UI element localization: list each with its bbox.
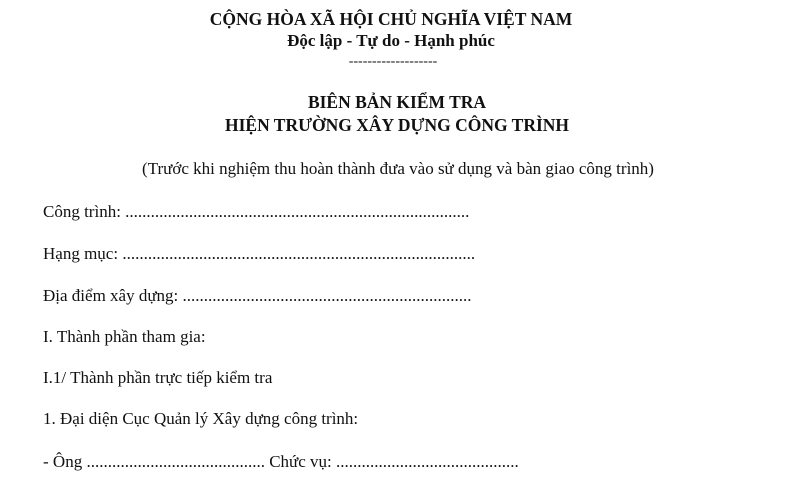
document-title: BIÊN BẢN KIỂM TRA	[307, 92, 487, 112]
document-title-secondary: HIỆN TRƯỜNG XÂY DỰNG CÔNG TRÌNH	[224, 115, 570, 135]
item-representative: 1. Đại diện Cục Quản lý Xây dựng công trình:	[43, 409, 359, 428]
section-participants: I. Thành phần tham gia:	[43, 327, 206, 346]
section-direct-inspection: I.1/ Thành phần trực tiếp kiểm tra	[43, 368, 273, 387]
header-divider: -------------------	[348, 54, 438, 69]
field-hang-muc: Hạng mục: ...................................................................................	[43, 244, 476, 263]
national-motto: Độc lập - Tự do - Hạnh phúc	[287, 31, 495, 50]
national-title: CỘNG HÒA XÃ HỘI CHỦ NGHĨA VIỆT NAM	[209, 9, 573, 29]
field-cong-trinh: Công trình: .................................................................................	[43, 202, 470, 221]
document-subtitle: (Trước khi nghiệm thu hoàn thành đưa vào sử dụng và bàn giao công trình)	[142, 159, 654, 178]
field-person-position: - Ông .......................................... Chức vụ: ...........................................	[43, 452, 519, 471]
field-dia-diem: Địa điểm xây dựng: ....................................................................	[43, 286, 472, 305]
